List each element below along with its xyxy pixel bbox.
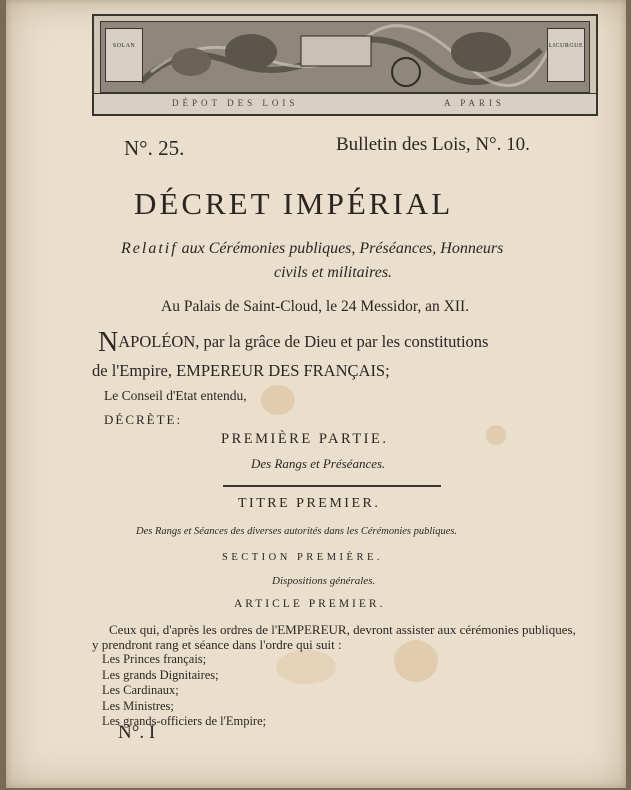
band-text-left: DÉPOT DES LOIS — [172, 98, 299, 108]
section-heading: SECTION PREMIÈRE. — [222, 552, 384, 563]
engraved-header-illustration — [92, 14, 598, 116]
document-page — [6, 0, 626, 788]
list-item: Les grands-officiers de l'Empire; — [102, 714, 267, 728]
left-emblem — [105, 28, 143, 82]
article-body-line-2: y prendront rang et séance dans l'ordre qui suit : — [92, 637, 342, 652]
preamble-line-1 — [98, 327, 488, 359]
subtitle-lead: Relatif — [121, 240, 178, 257]
subtitle-text: aux Cérémonies publiques, Préséances, Honneurs — [181, 240, 504, 257]
council-line: Le Conseil d'Etat entendu, — [104, 388, 247, 403]
bulletin-reference: Bulletin des Lois, N°. 10. — [336, 134, 530, 155]
part-subheading: Des Rangs et Préséances. — [251, 456, 386, 471]
right-emblem — [547, 28, 585, 82]
emblem-label-left: SOLAN — [112, 43, 136, 49]
header-band — [94, 93, 596, 114]
preamble-line-2: de l'Empire, EMPEREUR DES FRANÇAIS; — [92, 361, 390, 380]
paper-stain — [394, 640, 438, 682]
article-heading: ARTICLE PREMIER. — [234, 598, 386, 610]
preamble-text: APOLÉON, par la grâce de Dieu et par les constitutions — [118, 332, 489, 351]
decree-title: DÉCRET IMPÉRIAL — [134, 186, 454, 221]
place-and-date: Au Palais de Saint-Cloud, le 24 Messidor, an XII. — [161, 298, 470, 315]
subtitle-line-2: civils et militaires. — [274, 264, 393, 281]
footer-signature-number: N°. I — [118, 722, 156, 743]
list-item: Les Princes français; — [102, 652, 207, 666]
section-subheading: Dispositions générales. — [272, 575, 376, 587]
title-subheading: Des Rangs et Séances des diverses autorités dans les Cérémonies publiques. — [136, 526, 458, 537]
subtitle-line-1 — [121, 240, 503, 258]
paper-stain — [486, 425, 506, 445]
list-item: Les Cardinaux; — [102, 683, 179, 697]
list-item: Les Ministres; — [102, 698, 174, 713]
paper-stain — [276, 650, 336, 684]
emblem-label-right: LICURGUE — [548, 43, 584, 49]
band-text-right: A PARIS — [444, 98, 505, 108]
article-body-line-1: Ceux qui, d'après les ordres de l'EMPEREUR, devront assister aux cérémonies publiques, — [109, 622, 576, 637]
divider-rule — [223, 485, 441, 487]
paper-stain — [261, 385, 295, 415]
precedence-list — [102, 652, 266, 730]
part-heading: PREMIÈRE PARTIE. — [221, 431, 389, 447]
engraving-scene — [100, 21, 590, 93]
issue-number: N°. 25. — [124, 136, 185, 160]
drop-initial: N — [98, 327, 119, 358]
decree-heading: DÉCRÈTE: — [104, 412, 183, 427]
list-item: Les grands Dignitaires; — [102, 667, 219, 682]
title-heading: TITRE PREMIER. — [238, 496, 381, 511]
allegory-engraving-icon — [101, 22, 589, 92]
